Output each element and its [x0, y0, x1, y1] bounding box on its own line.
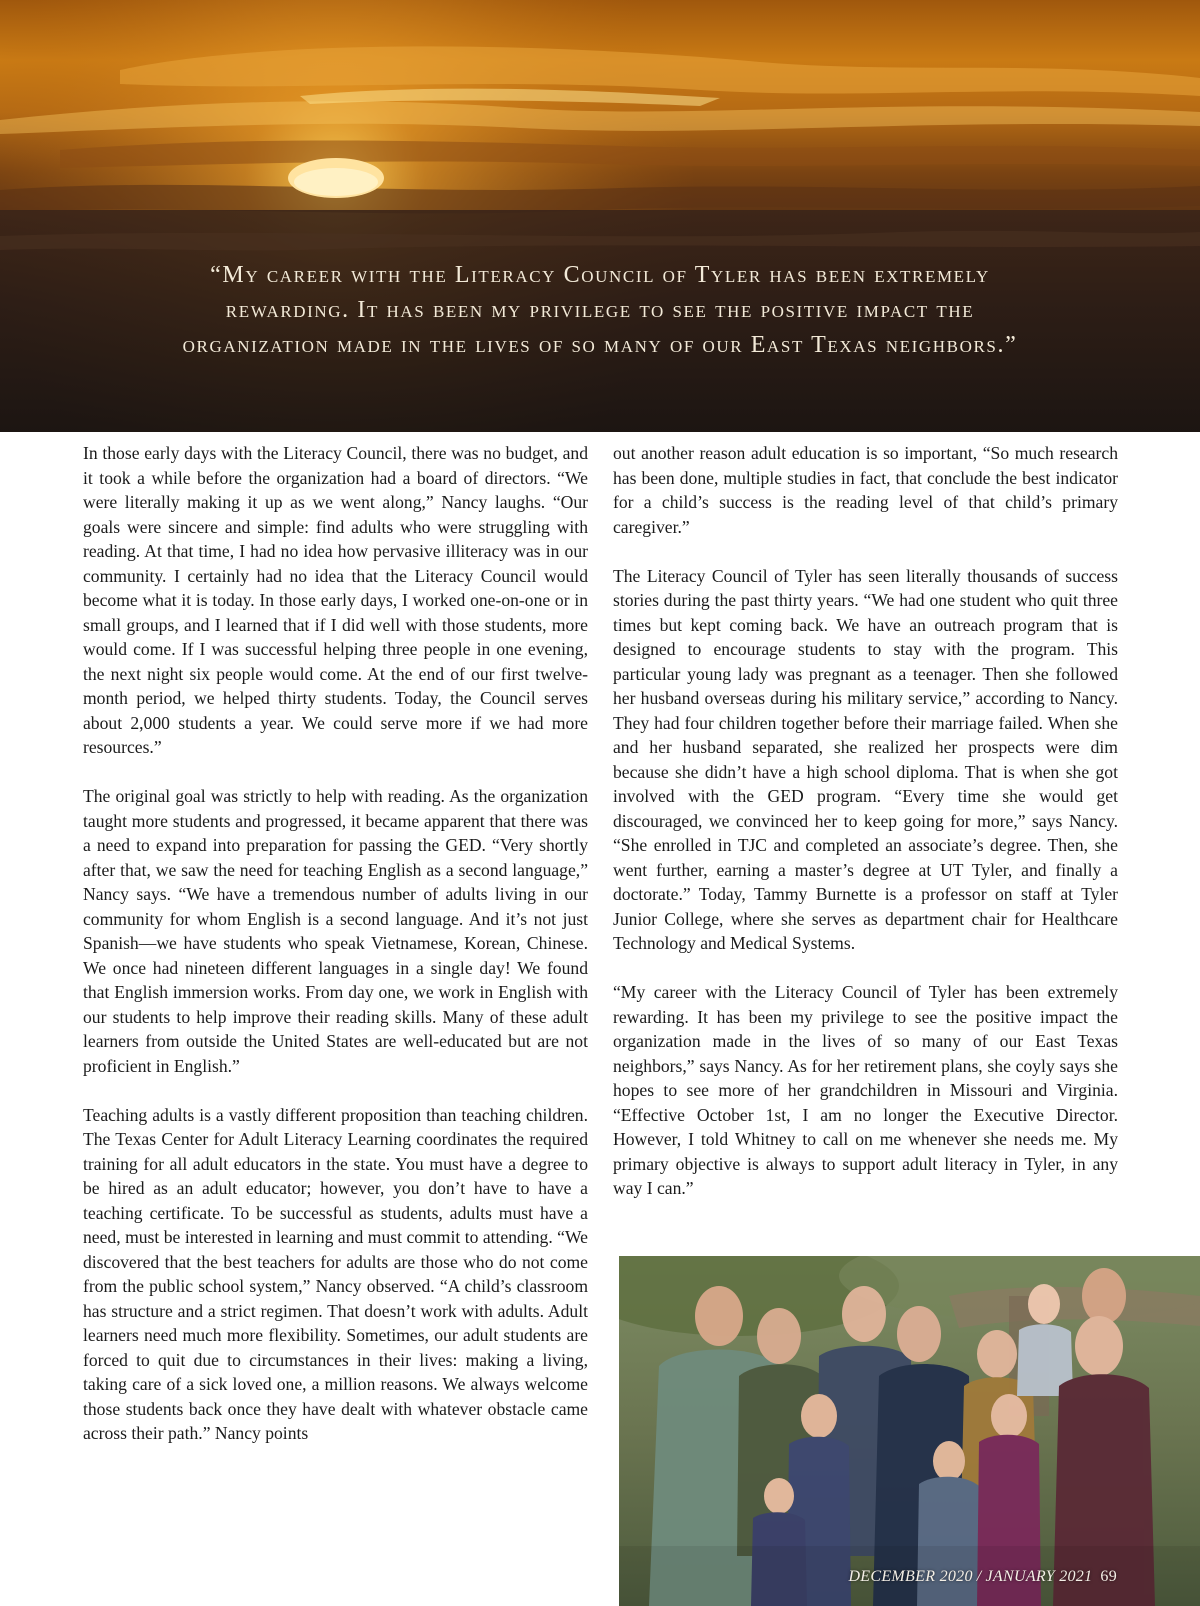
family-photo: [619, 1256, 1200, 1606]
issue-separator: /: [976, 1568, 982, 1585]
sunset-graphic: [0, 0, 1200, 432]
article-left-column: [83, 441, 588, 1470]
page-number: 69: [1100, 1568, 1117, 1585]
hero-sunset-image: [0, 0, 1200, 432]
article-paragraph: The Literacy Council of Tyler has seen literally thousands of success stories during the past thirty years. “We had one student who quit three times but kept coming back. We have an outreach program that is designed to encourage students to stay with the program. This particular young lady was pregnant as a teenager. Then she followed her husband overseas during his military service,” according to Nancy. They had four children together before their marriage failed. When she and her husband separated, she realized her prospects were dim because she didn’t have a high school diploma. That is when she got involved with the GED program. “Every time she would get discouraged, we convinced her to keep going for more,” says Nancy. “She enrolled in TJC and completed an associate’s degree. Then, she went further, earning a master’s degree at UT Tyler, and finally a doctorate.” Today, Tammy Burnette is a professor on staff at Tyler Junior College, where she serves as department chair for Healthcare Technology and Medical Systems.: [613, 565, 1118, 953]
page-footer: [848, 1568, 1117, 1586]
article-paragraph: The original goal was strictly to help with reading. As the organization taught more students and progressed, it became apparent that there was a need to expand into preparation for passing the GED. “Very shortly after that, we saw the need for teaching English as a second language,” Nancy says. “We have a tremendous number of adults living in our community for whom English is a second language. And it’s not just Spanish—we have students who speak Vietnamese, Korean, Chinese. We once had nineteen different languages in a single day! We found that English immersion works. From day one, we work in English with our students to help improve their reading skills. Many of these adult learners from outside the United States are well-educated but are not proficient in English.”: [83, 786, 588, 1076]
issue-date-end: JANUARY 2021: [985, 1568, 1093, 1585]
issue-date-start: DECEMBER 2020: [848, 1568, 973, 1585]
article-paragraph: out another reason adult education is so important, “So much research has been done, multiple studies in fact, that conclude the best indicator for a child’s success is the reading level of that child’s primary caregiver.”: [613, 443, 1118, 537]
family-photo-graphic: [619, 1256, 1200, 1606]
article-paragraph: “My career with the Literacy Council of Tyler has been extremely rewarding. It has been my privilege to see the positive impact the organization made in the lives of so many of our East Texas neighbors,” says Nancy. As for her retirement plans, she coyly says she hopes to see more of her grandchildren in Missouri and Virginia. “Effective October 1st, I am no longer the Executive Director. However, I told Whitney to call on me whenever she needs me. My primary objective is always to support adult literacy in Tyler, in any way I can.”: [613, 982, 1118, 1198]
pull-quote: “My career with the Literacy Council of Tyler has been extremely rewarding. It has been my privilege to see the positive impact the organization made in the lives of so many of our East Texas neighbors.”: [182, 262, 1018, 358]
article-right-column: [613, 441, 1118, 1225]
article-paragraph: Teaching adults is a vastly different proposition than teaching children. The Texas Center for Adult Literacy Learning coordinates the required training for all adult educators in the state. You must have a degree to be hired as an adult educator; however, you don’t have to have a teaching certificate. To be successful as students, adults must have a need, must be interested in learning and must commit to attending. “We discovered that the best teachers for adults are those who do not come from the public school system,” Nancy observed. “A child’s classroom has structure and a strict regimen. That doesn’t work with adults. Adult learners need much more flexibility. Sometimes, our adult students are forced to quit due to circumstances in their lives: making a living, taking care of a sick loved one, a million reasons. We always welcome those students back once they have dealt with whatever obstacle came across their path.” Nancy points: [83, 1104, 588, 1443]
article-paragraph: In those early days with the Literacy Council, there was no budget, and it took a while before the organization had a board of directors. “We were literally making it up as we went along,” Nancy laughs. “Our goals were sincere and simple: find adults who were struggling with reading. At that time, I had no idea how pervasive illiteracy was in our community. I certainly had no idea that the Literacy Council would become what it is today. In those early days, I worked one-on-one or in small groups, and I learned that if I did well with those students, more would come. If I was successful helping three people in one evening, the next night six people would come. At the end of our first twelve-month period, we helped thirty students. Today, the Council serves about 2,000 students a year. We could serve more if we had more resources.”: [83, 443, 588, 757]
